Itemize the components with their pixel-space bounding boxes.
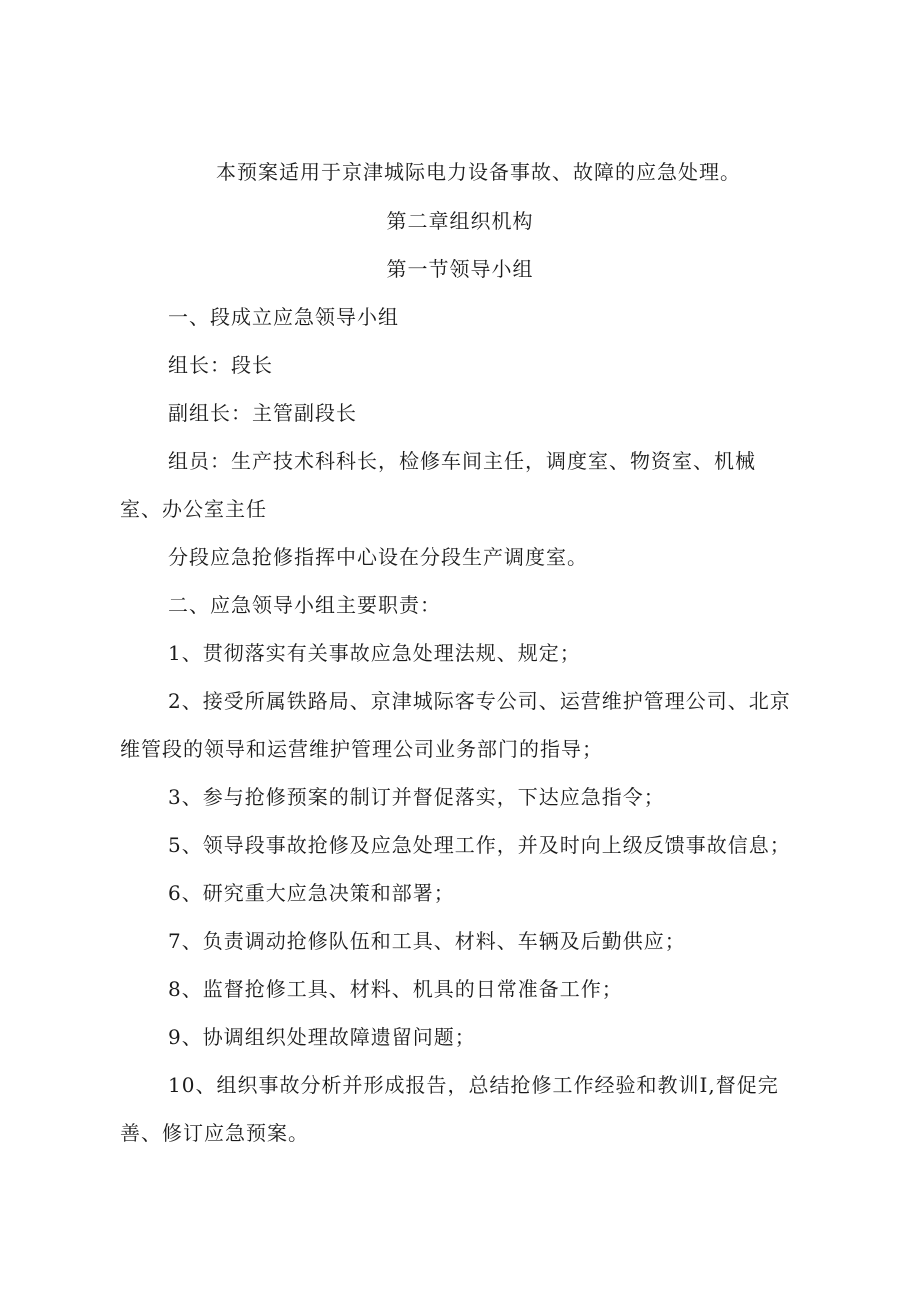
duty-item-7: 7、负责调动抢修队伍和工具、材料、车辆及后勤供应； bbox=[168, 929, 686, 953]
duty-item-6: 6、研究重大应急决策和部署； bbox=[168, 881, 455, 905]
paragraph-deputy-leader: 副组长：主管副段长 bbox=[168, 401, 357, 425]
duty-item-2-line1: 2、接受所属铁路局、京津城际客专公司、运营维护管理公司、北京 bbox=[168, 689, 791, 713]
paragraph-members-line2: 室、办公室主任 bbox=[120, 497, 267, 521]
duty-item-10-line1: 10、组织事故分析并形成报告，总结抢修工作经验和教训I,督促完 bbox=[168, 1073, 779, 1097]
duty-item-5: 5、领导段事故抢修及应急处理工作，并及时向上级反馈事故信息； bbox=[168, 833, 791, 857]
chapter-title: 第二章组织机构 bbox=[386, 209, 534, 233]
duty-item-1: 1、贯彻落实有关事故应急处理法规、规定； bbox=[168, 641, 581, 665]
scope-statement: 本预案适用于京津城际电力设备事故、故障的应急处理。 bbox=[216, 160, 741, 184]
paragraph-duties-heading: 二、应急领导小组主要职责： bbox=[168, 593, 441, 617]
section-title: 第一节领导小组 bbox=[386, 257, 534, 281]
paragraph-leader: 组长：段长 bbox=[168, 353, 273, 377]
duty-item-8: 8、监督抢修工具、材料、机具的日常准备工作； bbox=[168, 977, 623, 1001]
duty-item-2-line2: 维管段的领导和运营维护管理公司业务部门的指导； bbox=[120, 737, 603, 761]
paragraph-establish-group: 一、段成立应急领导小组 bbox=[168, 305, 399, 329]
duty-item-10-line2: 善、修订应急预案。 bbox=[120, 1121, 309, 1145]
paragraph-command-center: 分段应急抢修指挥中心设在分段生产调度室。 bbox=[168, 545, 588, 569]
duty-item-9: 9、协调组织处理故障遗留问题； bbox=[168, 1025, 476, 1049]
duty-item-3: 3、参与抢修预案的制订并督促落实，下达应急指令； bbox=[168, 785, 665, 809]
paragraph-members-line1: 组员：生产技术科科长，检修车间主任，调度室、物资室、机械 bbox=[168, 449, 756, 473]
